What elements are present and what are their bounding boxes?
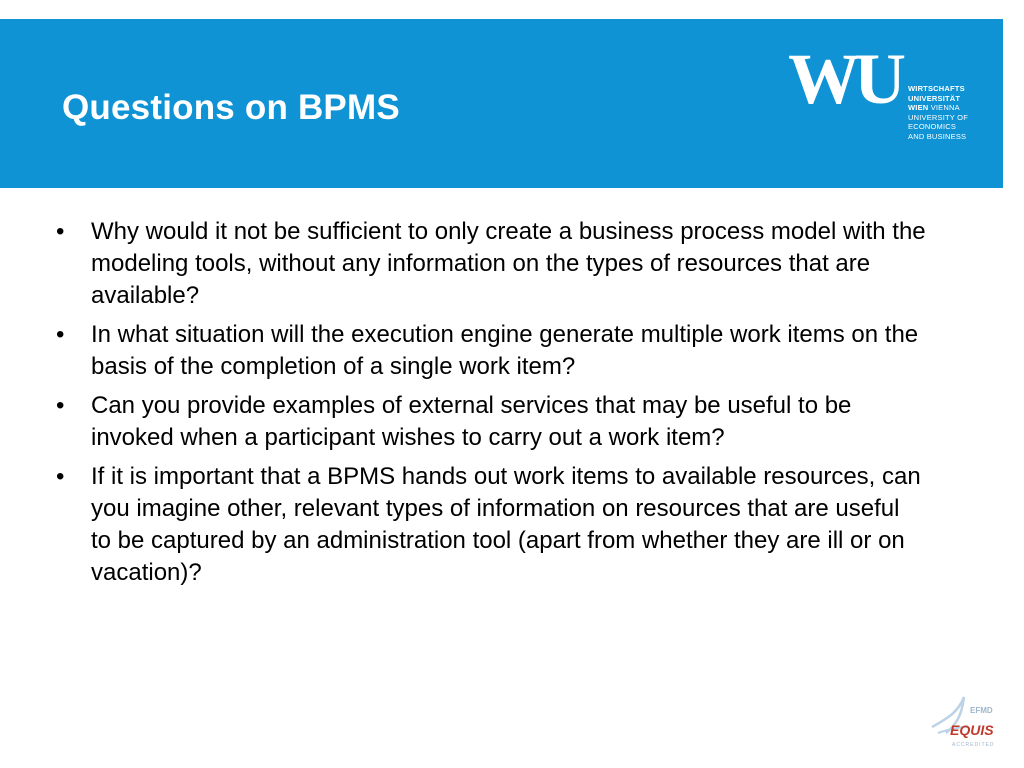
bullet-item: [56, 461, 926, 589]
wu-logo: [788, 47, 978, 147]
wu-line-2: UNIVERSITÄT: [908, 93, 961, 103]
equis-accredited-label: ACCREDITED: [952, 742, 995, 748]
wu-line-3: [908, 103, 968, 113]
bullet-marker: •: [56, 218, 65, 245]
bullet-item: [56, 390, 926, 454]
equis-name-label: EQUIS: [950, 722, 994, 738]
equis-efmd-label: EFMD: [970, 706, 993, 715]
wu-line-5: ECONOMICS: [908, 122, 957, 132]
wu-line-4: UNIVERSITY OF: [908, 112, 968, 122]
bullet-item: [56, 319, 926, 383]
bullet-marker: •: [56, 392, 65, 419]
bullet-list: [56, 216, 926, 596]
wu-line-3a: WIEN: [908, 103, 929, 113]
wu-logo-mark: [788, 47, 908, 111]
bullet-marker: •: [56, 321, 65, 348]
wu-line-6: AND BUSINESS: [908, 131, 967, 141]
wu-line-1: WIRTSCHAFTS: [908, 84, 965, 93]
bullet-text: Can you provide examples of external services that may be useful to be invoked when a participant wishes to carry out a work item?: [91, 392, 852, 451]
wu-logo-letters: WU: [788, 47, 900, 111]
bullet-text: Why would it not be sufficient to only create a business process model with the modeling tools, without any information on the types of resources that are available?: [91, 218, 926, 309]
bullet-text: If it is important that a BPMS hands out work items to available resources, can you imagine other, relevant types of information on resources that are useful to be captured by an administration tool (apart from whether they are ill or on vacation)?: [91, 463, 921, 586]
bullet-marker: •: [56, 463, 65, 490]
slide-title: Questions on BPMS: [62, 88, 400, 127]
equis-accreditation-logo: [928, 693, 1012, 749]
bullet-item: [56, 216, 926, 312]
wu-line-3b: VIENNA: [930, 103, 960, 113]
bullet-text: In what situation will the execution engine generate multiple work items on the basis of the completion of a single work item?: [91, 321, 919, 380]
wu-logo-wordmark: [908, 84, 968, 142]
